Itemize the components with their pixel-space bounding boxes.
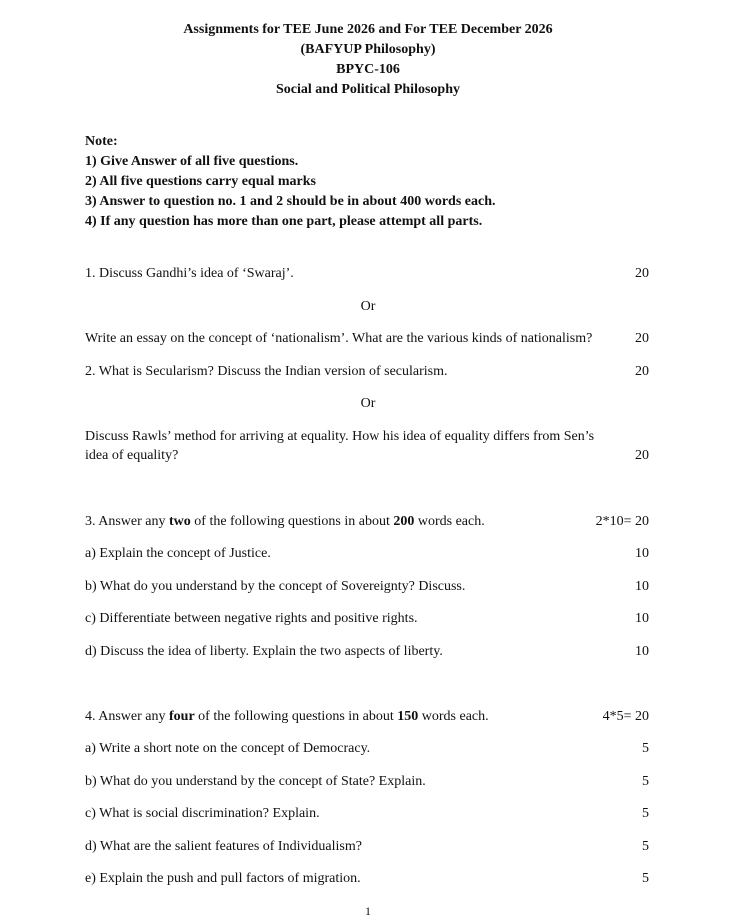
question-4-instruction bbox=[85, 707, 489, 727]
question-4-part-d-text: d) What are the salient features of Individualism? bbox=[85, 839, 362, 854]
note-title: Note: bbox=[85, 134, 118, 149]
question-1-alternative bbox=[85, 329, 649, 349]
question-4-marks: 4*5= 20 bbox=[602, 709, 649, 724]
question-4-part-d-marks: 5 bbox=[642, 839, 649, 854]
question-4-part-b-marks: 5 bbox=[642, 774, 649, 789]
question-3-instruction-mid: of the following questions in about bbox=[190, 514, 394, 529]
question-4-part-a-marks: 5 bbox=[642, 741, 649, 756]
question-2-alternative-line-2 bbox=[85, 446, 649, 466]
question-3-word-limit: 200 bbox=[393, 514, 415, 529]
question-1-alternative-marks: 20 bbox=[635, 331, 649, 346]
question-4 bbox=[85, 707, 649, 727]
question-4-part-a-text: a) Write a short note on the concept of Democracy. bbox=[85, 741, 371, 756]
question-2 bbox=[85, 362, 649, 382]
note-item: 3) Answer to question no. 1 and 2 should be in about 400 words each. bbox=[85, 194, 496, 209]
question-4-instruction-post: words each. bbox=[418, 709, 489, 724]
or-separator-2: Or bbox=[360, 396, 376, 411]
note-item: 1) Give Answer of all five questions. bbox=[85, 154, 299, 169]
header-course-code: BPYC-106 bbox=[336, 62, 400, 77]
question-3-part-b bbox=[85, 577, 649, 597]
question-4-part-c-marks: 5 bbox=[642, 806, 649, 821]
question-3-part-a bbox=[85, 544, 649, 564]
question-3-count: two bbox=[169, 514, 191, 529]
question-4-instruction-mid: of the following questions in about bbox=[194, 709, 398, 724]
question-3-instruction-post: words each. bbox=[414, 514, 485, 529]
question-4-part-e bbox=[85, 869, 649, 889]
question-4-word-limit: 150 bbox=[397, 709, 419, 724]
page-number: 1 bbox=[365, 904, 371, 918]
question-4-part-b-text: b) What do you understand by the concept of State? Explain. bbox=[85, 774, 426, 789]
question-2-alternative-marks: 20 bbox=[635, 448, 649, 463]
question-4-part-a bbox=[85, 739, 649, 759]
header-assignment-title: Assignments for TEE June 2026 and For TEE December 2026 bbox=[183, 22, 553, 37]
question-3-part-d-marks: 10 bbox=[635, 644, 649, 659]
question-3 bbox=[85, 512, 649, 532]
question-3-part-c bbox=[85, 609, 649, 629]
question-3-instruction-pre: 3. Answer any bbox=[85, 514, 169, 529]
question-3-part-d bbox=[85, 642, 649, 662]
question-2-marks: 20 bbox=[635, 364, 649, 379]
question-4-part-d bbox=[85, 837, 649, 857]
question-1 bbox=[85, 264, 649, 284]
question-2-alternative-line-1 bbox=[85, 427, 649, 447]
question-3-part-c-text: c) Differentiate between negative rights and positive rights. bbox=[85, 611, 418, 626]
question-4-part-e-marks: 5 bbox=[642, 871, 649, 886]
question-4-part-c-text: c) What is social discrimination? Explain. bbox=[85, 806, 320, 821]
question-4-count: four bbox=[169, 709, 195, 724]
question-2-alternative-text-continued: idea of equality? bbox=[85, 448, 179, 463]
question-1-marks: 20 bbox=[635, 266, 649, 281]
question-4-part-b bbox=[85, 772, 649, 792]
question-3-part-b-marks: 10 bbox=[635, 579, 649, 594]
note-block bbox=[85, 132, 496, 232]
or-separator-1: Or bbox=[360, 299, 376, 314]
question-2-alternative-text: Discuss Rawls’ method for arriving at equality. How his idea of equality differs from Sen’s bbox=[85, 429, 595, 444]
question-3-part-a-text: a) Explain the concept of Justice. bbox=[85, 546, 271, 561]
question-3-part-a-marks: 10 bbox=[635, 546, 649, 561]
question-4-instruction-pre: 4. Answer any bbox=[85, 709, 169, 724]
question-3-marks: 2*10= 20 bbox=[595, 514, 649, 529]
question-3-part-d-text: d) Discuss the idea of liberty. Explain the two aspects of liberty. bbox=[85, 644, 443, 659]
note-item: 4) If any question has more than one part, please attempt all parts. bbox=[85, 214, 483, 229]
question-1-text: 1. Discuss Gandhi’s idea of ‘Swaraj’. bbox=[85, 266, 294, 281]
note-item: 2) All five questions carry equal marks bbox=[85, 174, 316, 189]
header-course-title: Social and Political Philosophy bbox=[276, 82, 460, 97]
question-1-alternative-text: Write an essay on the concept of ‘nationalism’. What are the various kinds of nationalism? bbox=[85, 331, 593, 346]
question-2-text: 2. What is Secularism? Discuss the Indian version of secularism. bbox=[85, 364, 448, 379]
question-3-instruction bbox=[85, 512, 485, 532]
question-3-part-b-text: b) What do you understand by the concept of Sovereignty? Discuss. bbox=[85, 579, 466, 594]
question-3-part-c-marks: 10 bbox=[635, 611, 649, 626]
question-4-part-e-text: e) Explain the push and pull factors of migration. bbox=[85, 871, 361, 886]
question-4-part-c bbox=[85, 804, 649, 824]
document-header bbox=[0, 20, 736, 100]
header-programme: (BAFYUP Philosophy) bbox=[300, 42, 436, 57]
